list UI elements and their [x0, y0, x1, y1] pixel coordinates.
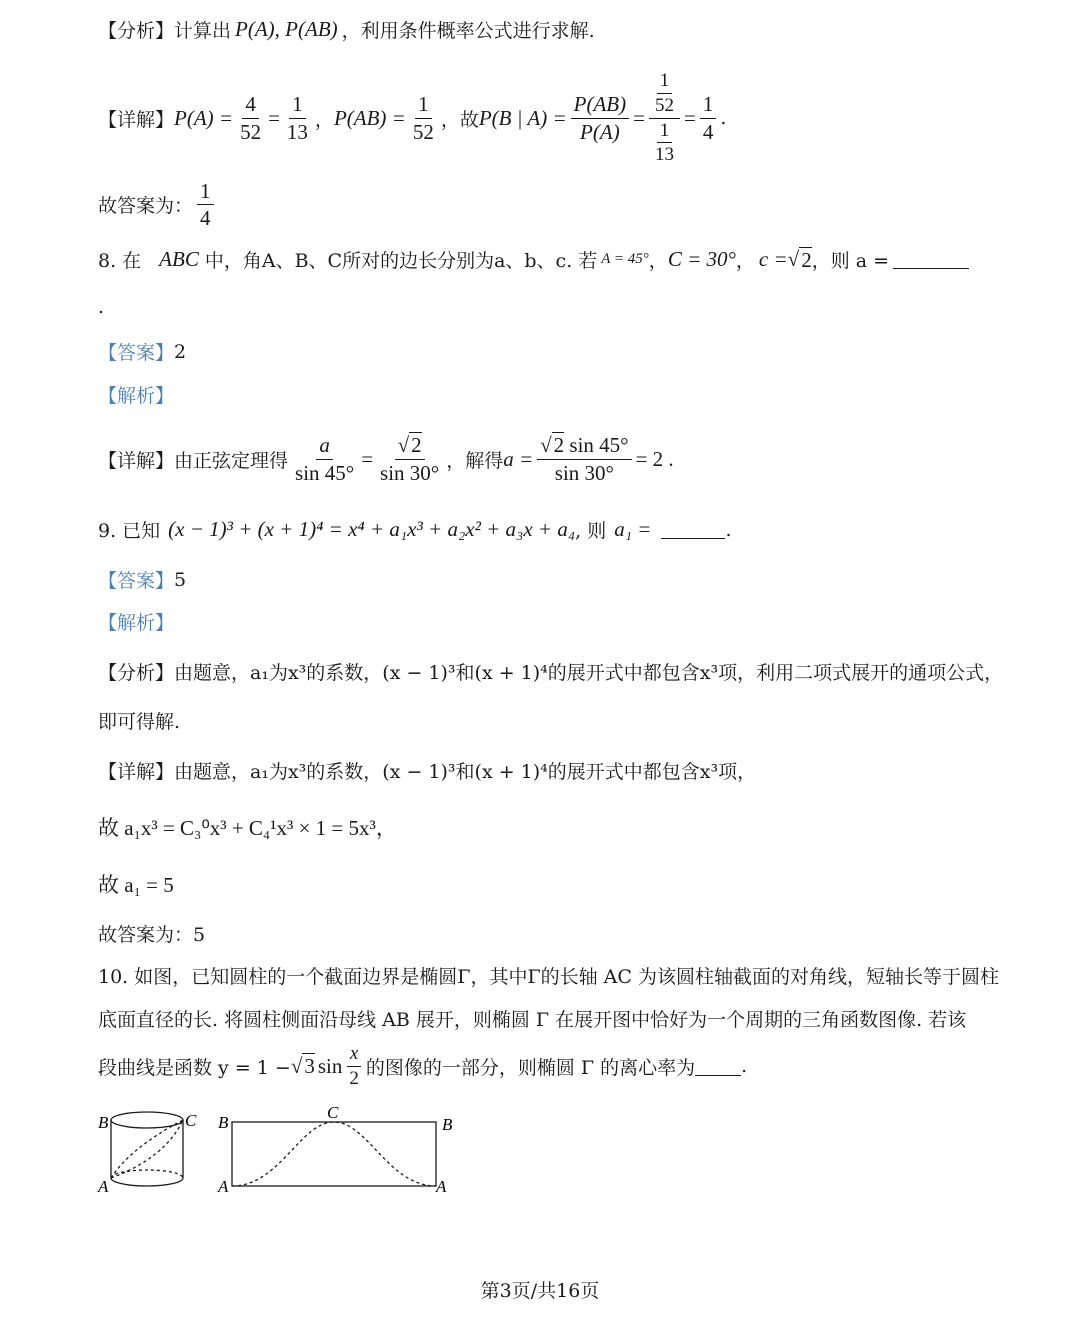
- rect-label-a-left: A: [218, 1177, 229, 1196]
- q10-line1: [98, 962, 999, 989]
- equals: =: [268, 105, 280, 130]
- stem-abc: ABC: [159, 247, 199, 271]
- cylinder-figure: [111, 1112, 183, 1186]
- a-eq: a =: [503, 446, 534, 471]
- answer-blank: [893, 250, 969, 269]
- cylinder-label-b: B: [98, 1113, 109, 1132]
- line3-b: 的图像的一部分，则椭圆 Γ 的离心率为: [365, 1056, 696, 1079]
- comma: ，: [648, 250, 668, 272]
- fraction-1-13: $\frac{1}{13}$: [286, 92, 308, 144]
- jiexi-tag: 【解析】: [98, 612, 175, 634]
- complex-fraction: $\frac{\frac{1}{52}}{\frac{1}{13}}$: [649, 69, 680, 167]
- q8-answer-line: [98, 338, 186, 365]
- q9-stem: [98, 516, 732, 543]
- rect-label-b-left: B: [218, 1113, 229, 1132]
- q8-dot: [98, 296, 104, 318]
- pba-expr: P(B | A) =: [478, 105, 567, 130]
- cylinder-label-c: C: [185, 1111, 197, 1130]
- sqrt-sign: √: [787, 247, 800, 271]
- rect-label-c: C: [327, 1103, 339, 1122]
- stem-a1: a₁ =: [614, 517, 652, 541]
- fraction-1-52: $\frac{1}{52}$: [412, 92, 434, 144]
- sqrt-sign: √: [290, 1053, 303, 1078]
- analysis-tag: 【分析】: [98, 20, 175, 42]
- fraction-1-4: $\frac{1}{4}$: [700, 91, 717, 145]
- fraction-a-sin45: $\frac{a}{\sin 45^\circ}$: [295, 433, 355, 485]
- rect-label-b-right: B: [442, 1115, 453, 1134]
- q7-answer-line: [98, 178, 218, 232]
- line3-root: 3: [304, 1054, 315, 1078]
- detail-line4: 故答案为：5: [98, 924, 206, 946]
- detail-line3: 故 a₁ = 5: [98, 873, 174, 897]
- detail-tag: 【详解】: [98, 449, 175, 472]
- answer-tag: 【答案】: [98, 570, 175, 592]
- fraction-x-2: $\frac{x}{2}$: [346, 1042, 362, 1091]
- period: .: [720, 107, 727, 129]
- fraction-4-52: $\frac{4}{52}$: [240, 92, 262, 144]
- rect-label-a-right: A: [436, 1177, 447, 1196]
- detail-tag: 【详解】: [98, 108, 175, 131]
- fraction-result: $\frac{√2 \sin 45^\circ}{\sin 30^\circ}$: [537, 432, 631, 486]
- dot: .: [98, 296, 105, 318]
- equals: =: [361, 446, 374, 471]
- q10-figure: [90, 1098, 470, 1208]
- jiexi-tag: 【解析】: [98, 385, 175, 407]
- analysis-expr: P(A), P(AB): [235, 17, 338, 41]
- q9-detail-2: [98, 812, 397, 842]
- equals: =: [633, 105, 645, 130]
- detail-line1: 由题意，a₁为x³的系数，(x − 1)³和(x + 1)⁴的展开式中都包含x³项，: [174, 761, 757, 783]
- pab-expr: P(AB) =: [333, 105, 406, 130]
- stem-mid: , 则: [575, 520, 607, 542]
- stem-expr: (x − 1)³ + (x + 1)⁴ = x⁴ + a₁x³ + a₂x² + a₃x + a₄: [168, 517, 576, 541]
- cylinder-label-a: A: [98, 1177, 109, 1196]
- detail-text: 由正弦定理得: [174, 449, 289, 472]
- fraction-root2-sin30: $\frac{√2}{\sin 30^\circ}$: [380, 433, 440, 485]
- answer-value: 5: [174, 568, 187, 591]
- detail-line2: 故 a₁x³ = C₃⁰x³ + C₄¹x³ × 1 = 5x³，: [98, 816, 397, 840]
- comma: ，: [735, 250, 755, 272]
- q9-analysis-1: [98, 658, 1003, 685]
- q7-detail-line: [98, 66, 726, 170]
- stem-b: 中，角A、B、C所对的边长分别为a、b、c. 若: [204, 250, 598, 272]
- analysis-tag: 【分析】: [98, 662, 175, 684]
- q9-answer-line: [98, 566, 186, 593]
- q10-line2: [98, 1005, 966, 1032]
- line1: 10. 如图，已知圆柱的一个截面边界是椭圆Γ，其中Γ的长轴 AC 为该圆柱轴截面的对角线，短轴长等于圆柱: [98, 966, 999, 988]
- fraction-pab-pa: $\frac{P(AB)}{P(A)}$: [571, 91, 629, 145]
- stem-a: 8. 在: [98, 250, 142, 272]
- answer-blank: [695, 1057, 741, 1076]
- gu-text: ，故: [440, 108, 479, 131]
- stem-end: ，则 a =: [811, 250, 890, 272]
- detail-tag: 【详解】: [98, 761, 175, 783]
- page-footer: 第3页/共16页: [480, 1280, 600, 1302]
- line2: 底面直径的长. 将圆柱侧面沿母线 AB 展开，则椭圆 Γ 在展开图中恰好为一个周期的三角函数图像. 若该: [98, 1009, 967, 1031]
- q8-stem: [98, 246, 969, 273]
- answer-value: 2: [174, 340, 187, 363]
- mid-text: ，解得: [446, 449, 504, 472]
- answer-tag: 【答案】: [98, 342, 175, 364]
- stem-angle-c: C = 30°: [667, 247, 736, 271]
- answer-blank: [661, 520, 725, 539]
- period: .: [725, 518, 732, 541]
- result: = 2 .: [635, 446, 674, 471]
- stem-side-c: c =: [758, 247, 788, 271]
- q9-detail-4: [98, 920, 205, 947]
- q9-detail-1: [98, 757, 756, 784]
- stem-c-root: 2: [801, 247, 812, 272]
- analysis-text: 计算出: [174, 20, 232, 42]
- q9-detail-3: [98, 869, 174, 899]
- period: .: [741, 1055, 748, 1077]
- equals: =: [683, 105, 696, 130]
- q9-jiexi-line: [98, 608, 174, 635]
- analysis-line1: 由题意，a₁为x³的系数，(x − 1)³和(x + 1)⁴的展开式中都包含x³项，利用二项式展开的通项公式，: [174, 662, 1004, 684]
- line3-a: 段曲线是函数 y = 1 −: [98, 1056, 291, 1079]
- answer-prefix: 故答案为：: [98, 195, 194, 218]
- q8-jiexi-line: [98, 381, 174, 408]
- q8-detail-line: [98, 428, 674, 490]
- unfolded-figure: [232, 1122, 436, 1186]
- analysis-line2: 即可得解.: [98, 711, 181, 733]
- answer-fraction: $\frac{1}{4}$: [197, 178, 214, 232]
- stem-no: 9. 已知: [98, 520, 161, 542]
- q9-analysis-2: [98, 707, 180, 734]
- stem-angle-a: A = 45°: [601, 251, 649, 267]
- pa-expr: P(A) =: [174, 105, 234, 130]
- line3-sin: sin: [317, 1053, 343, 1078]
- separator: ，: [314, 108, 334, 131]
- q10-line3: [98, 1042, 747, 1090]
- q7-analysis-line: [98, 16, 595, 43]
- analysis-tail: ，利用条件概率公式进行求解.: [341, 20, 595, 42]
